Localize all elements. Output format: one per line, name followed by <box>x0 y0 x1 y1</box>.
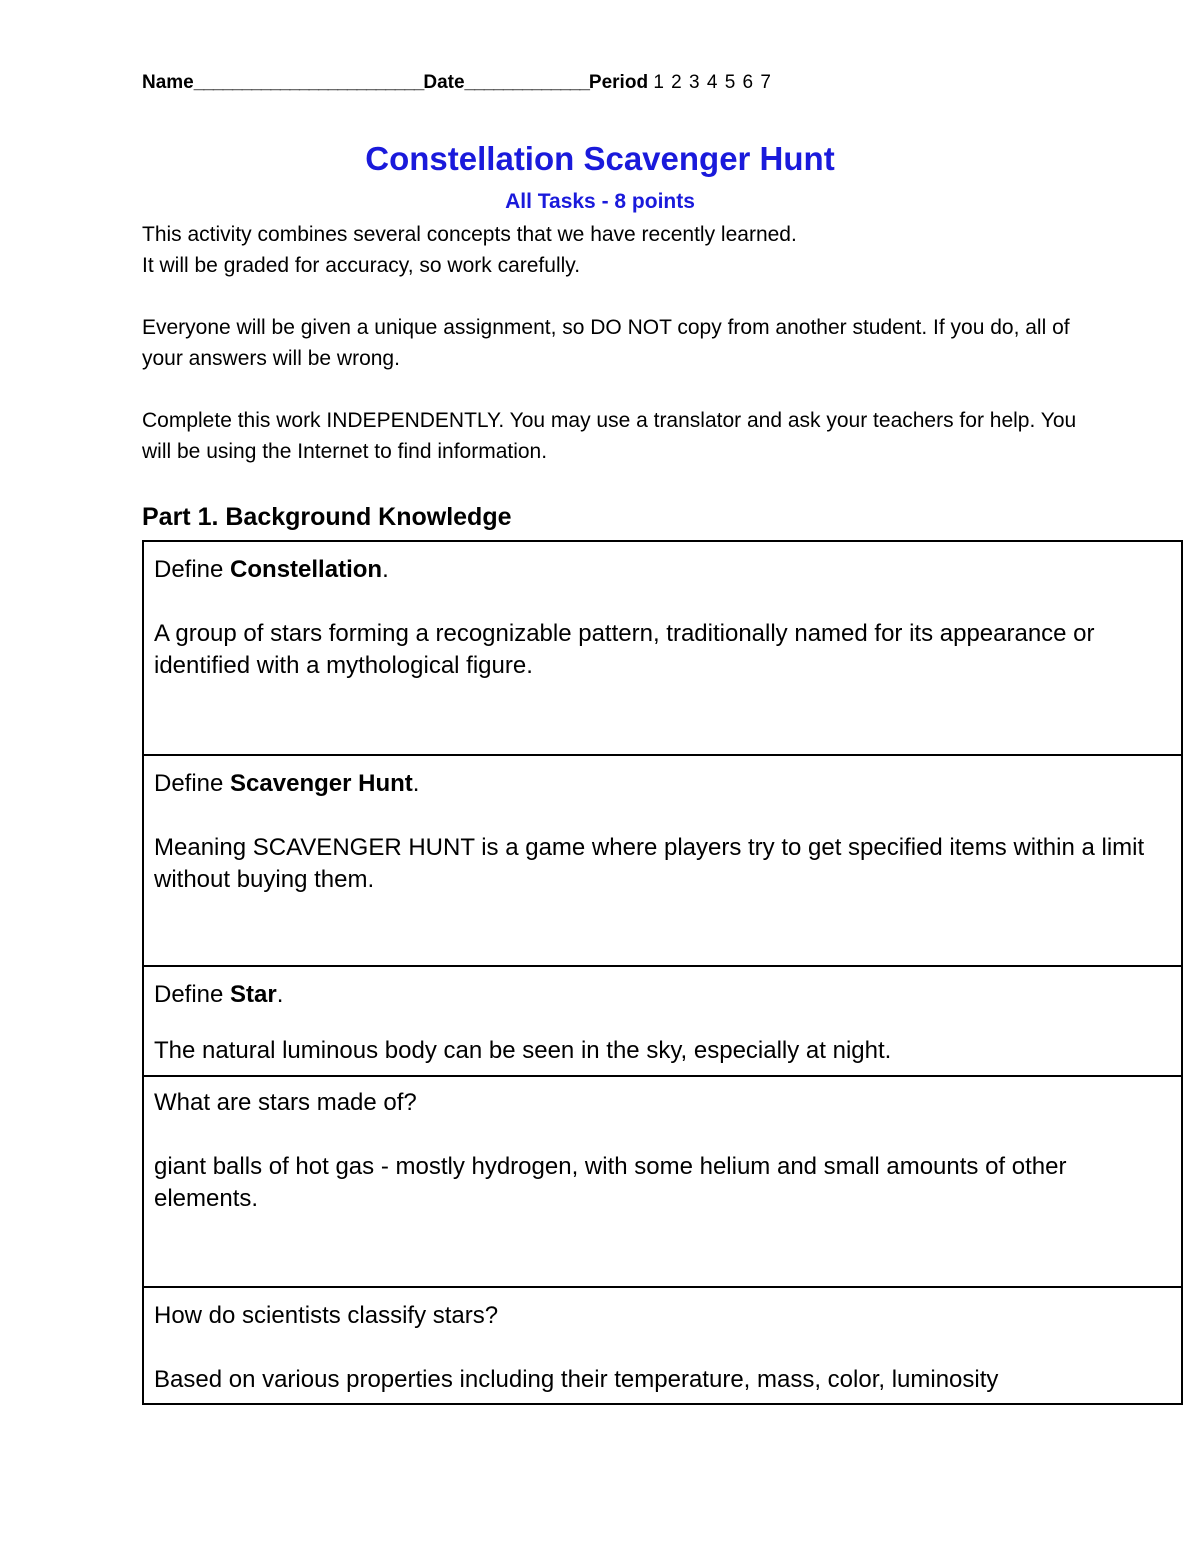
answer[interactable]: Based on various properties including their temperature, mass, color, luminosity <box>154 1366 999 1393</box>
intro-paragraph-3: Complete this work INDEPENDENTLY. You may use a translator and ask your teachers for help. You will be using the Internet to find information. <box>142 409 1077 463</box>
page-title: Constellation Scavenger Hunt <box>365 140 835 177</box>
answer[interactable]: The natural luminous body can be seen in the sky, especially at night. <box>154 1037 892 1064</box>
table-row <box>144 542 1181 754</box>
intro-text <box>142 219 1082 467</box>
header-line <box>142 72 772 94</box>
name-field[interactable]: ________________________ <box>193 72 424 93</box>
question: How do scientists classify stars? <box>154 1302 499 1329</box>
intro-line-1: This activity combines several concepts that we have recently learned. <box>142 223 797 246</box>
table-row <box>144 754 1181 965</box>
intro-paragraph-1 <box>142 219 1082 281</box>
question: Define Scavenger Hunt. <box>154 770 420 797</box>
date-field[interactable]: _____________ <box>464 72 589 93</box>
question: Define Constellation. <box>154 556 389 583</box>
question: What are stars made of? <box>154 1089 417 1116</box>
intro-line-2: It will be graded for accuracy, so work carefully. <box>142 254 581 277</box>
date-label: Date <box>423 72 465 93</box>
answer[interactable]: giant balls of hot gas - mostly hydrogen, with some helium and small amounts of other elements. <box>154 1153 1067 1212</box>
period-label: Period <box>588 72 649 93</box>
answer[interactable]: A group of stars forming a recognizable pattern, traditionally named for its appearance or identified with a mythological figure. <box>154 620 1095 679</box>
question: Define Star. <box>154 981 284 1008</box>
name-label: Name <box>142 72 194 93</box>
table-row <box>144 965 1181 1075</box>
table-row <box>144 1286 1181 1403</box>
part-1-heading: Part 1. Background Knowledge <box>142 503 512 531</box>
answer[interactable]: Meaning SCAVENGER HUNT is a game where players try to get specified items within a limit without buying them. <box>154 834 1145 893</box>
period-options[interactable]: 1 2 3 4 5 6 7 <box>653 72 772 93</box>
intro-paragraph-2: Everyone will be given a unique assignment, so DO NOT copy from another student. If you do, all of your answers will be wrong. <box>142 316 1070 370</box>
page-subtitle: All Tasks - 8 points <box>505 190 695 213</box>
question-term: Constellation <box>230 556 383 583</box>
question-term: Star <box>230 981 277 1008</box>
question-term: Scavenger Hunt <box>230 770 413 797</box>
table-row <box>144 1075 1181 1286</box>
background-knowledge-table <box>142 540 1183 1405</box>
